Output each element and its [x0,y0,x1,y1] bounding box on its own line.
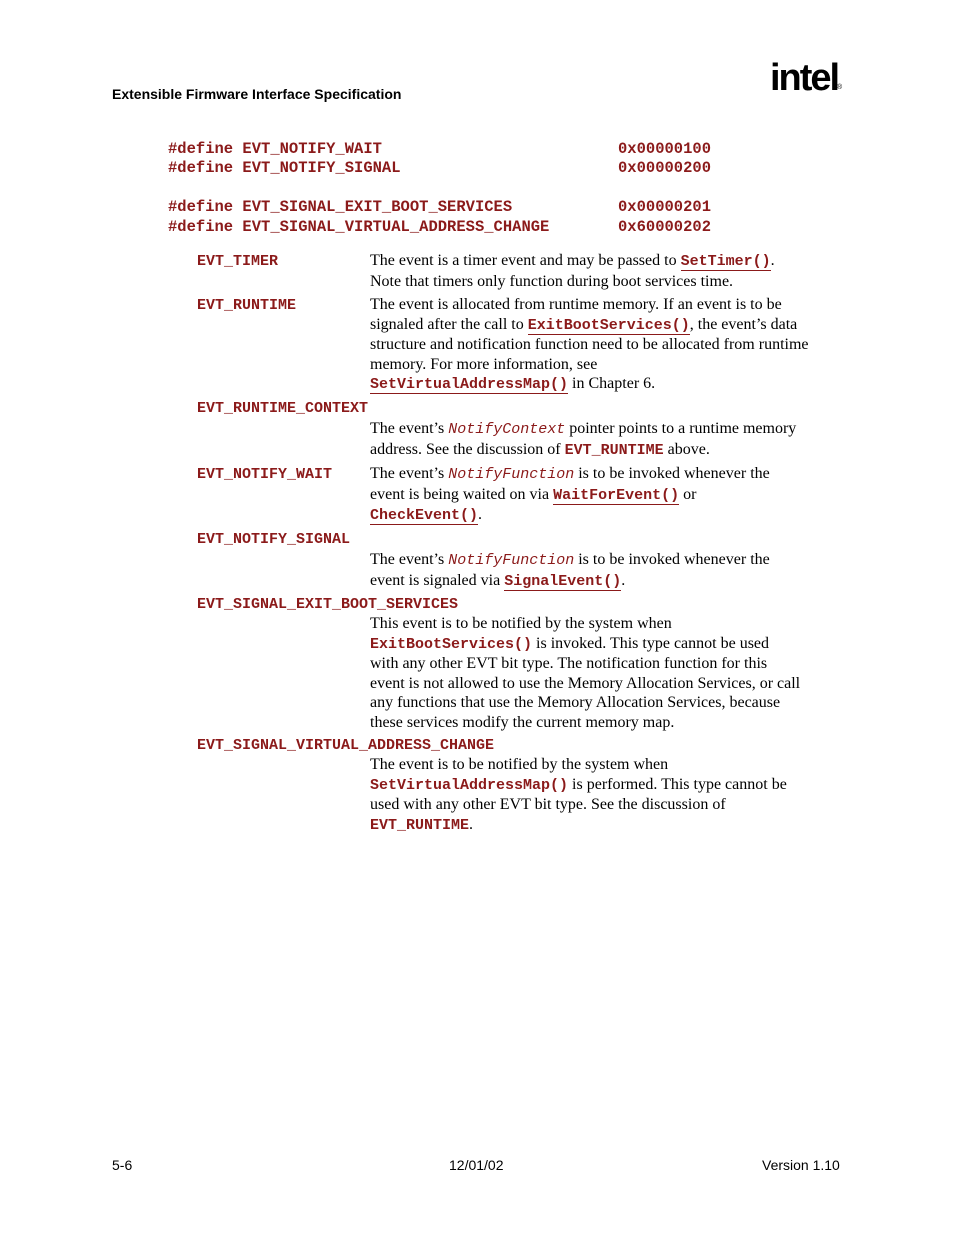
term-evt-runtime: EVT_RUNTIME [197,297,297,314]
notifyfunction-param: NotifyFunction [448,552,575,569]
setvirtualaddressmap-link[interactable]: SetVirtualAddressMap() [370,376,569,393]
desc-evt-notify-signal: The event’s NotifyFunction is to be invoked whenever the event is signaled via SignalEvent(). [370,551,770,590]
evt-runtime-ref: EVT_RUNTIME [564,441,664,459]
footer-version: Version 1.10 [762,1157,840,1173]
define-value: 0x00000100 [618,140,712,158]
desc-evt-signal-exit-boot-services: This event is to be notified by the system when ExitBootServices() is invoked. This type cannot be used with any other EVT bit type. The notification function for this event is not allowed to use the Memory Allocation Services, or call any functions that use the Memory Allocation Services, because these services modify the current memory map. [370,615,801,731]
notifycontext-param: NotifyContext [448,421,566,438]
page-number: 5-6 [112,1157,133,1173]
term-evt-runtime-context: EVT_RUNTIME_CONTEXT [197,400,369,417]
define-value: 0x00000201 [618,198,712,216]
settimer-link[interactable]: SetTimer() [680,253,771,270]
notifyfunction-param: NotifyFunction [448,466,575,483]
exitbootservices-link[interactable]: ExitBootServices() [527,316,690,334]
desc-evt-runtime: The event is allocated from runtime memory. If an event is to be signaled after the call to ExitBootServices(), the event’s data structure and notification function need to be allocated from runtime memory. For more information, see SetVirtualAddressMap() in Chapter 6. [370,296,809,393]
registered-mark: ® [837,84,843,91]
intel-logo-text: intel [770,57,839,99]
desc-evt-notify-wait: The event’s NotifyFunction is to be invoked whenever the event is being waited on via WaitForEvent() or CheckEvent(). [370,465,770,524]
term-evt-notify-wait: EVT_NOTIFY_WAIT [197,466,333,483]
define-line: #define EVT_NOTIFY_SIGNAL [168,159,401,177]
define-value: 0x00000200 [618,159,712,177]
setvirtualaddressmap-ref: SetVirtualAddressMap() [370,776,569,794]
define-line: #define EVT_SIGNAL_EXIT_BOOT_SERVICES [168,198,513,216]
evt-runtime-ref: EVT_RUNTIME [370,816,470,834]
intel-logo [770,58,845,104]
desc-evt-signal-virtual-address-change: The event is to be notified by the system when SetVirtualAddressMap() is performed. This type cannot be used with any other EVT bit type. See the discussion of EVT_RUNTIME. [370,756,787,834]
document-title: Extensible Firmware Interface Specification [112,86,402,102]
desc-evt-runtime-context: The event’s NotifyContext pointer points to a runtime memory address. See the discussion of EVT_RUNTIME above. [370,420,797,459]
footer-date: 12/01/02 [449,1157,504,1173]
define-line: #define EVT_SIGNAL_VIRTUAL_ADDRESS_CHANGE [168,218,550,236]
term-evt-signal-virtual-address-change: EVT_SIGNAL_VIRTUAL_ADDRESS_CHANGE [197,737,495,754]
term-evt-notify-signal: EVT_NOTIFY_SIGNAL [197,531,351,548]
define-line: #define EVT_NOTIFY_WAIT [168,140,382,158]
term-evt-timer: EVT_TIMER [197,253,279,270]
signalevent-link[interactable]: SignalEvent() [504,572,622,590]
exitbootservices-ref: ExitBootServices() [370,635,533,653]
waitforevent-link[interactable]: WaitForEvent() [553,486,680,504]
checkevent-link[interactable]: CheckEvent() [370,507,479,524]
define-value: 0x60000202 [618,218,712,236]
term-evt-signal-exit-boot-services: EVT_SIGNAL_EXIT_BOOT_SERVICES [197,596,459,613]
desc-evt-timer: The event is a timer event and may be passed to SetTimer(). Note that timers only function during boot services time. [370,252,775,290]
